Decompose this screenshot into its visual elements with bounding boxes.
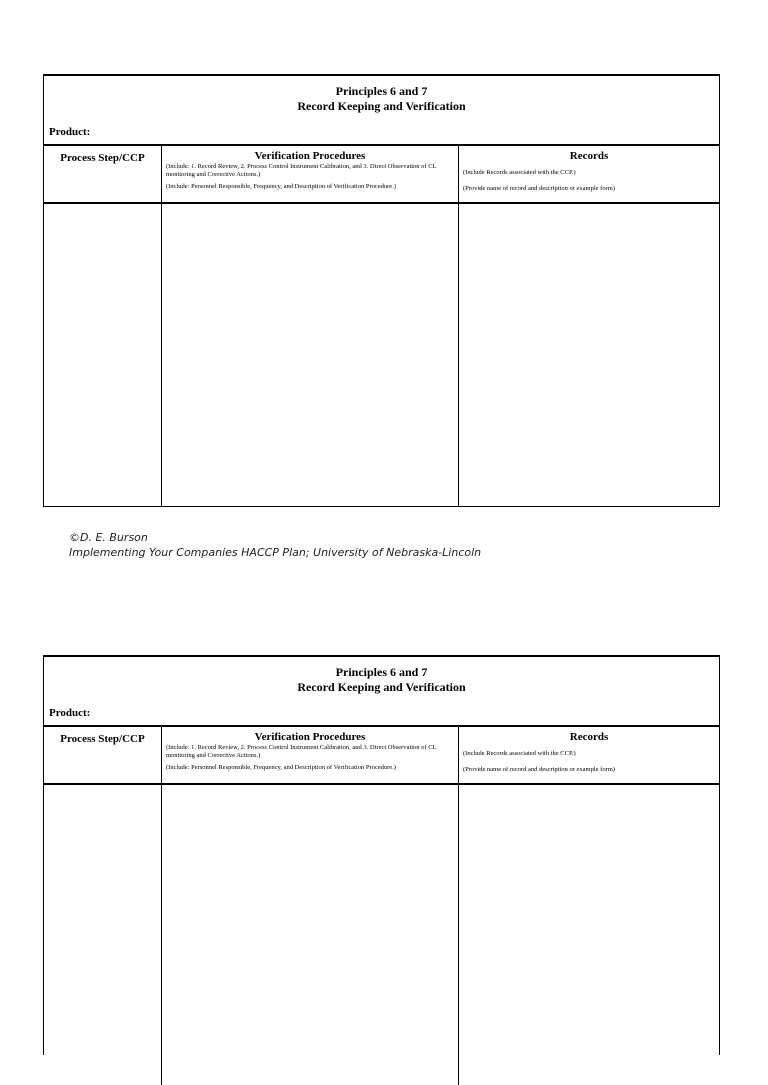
records-heading: Records: [569, 731, 609, 743]
verification-note-1: (Include: 1. Record Review, 2. Process Control Instrument Calibration, and 3. Direct Observation of CL monitoring and Corrective Actions.): [166, 163, 437, 178]
form-title-area: [44, 76, 719, 146]
verification-header: [162, 146, 459, 202]
form-body-row: [44, 204, 719, 506]
credit-block: [69, 530, 481, 560]
process-step-header: [44, 727, 162, 783]
form-title-line-2: Record Keeping and Verification: [297, 680, 466, 694]
form-body-row: [44, 785, 719, 1085]
verification-heading: Verification Procedures: [254, 731, 366, 743]
verification-cell[interactable]: [162, 204, 459, 506]
verification-cell[interactable]: [162, 785, 459, 1085]
form-title-area: [44, 657, 719, 727]
haccp-form-1: [43, 74, 720, 507]
process-step-header: [44, 146, 162, 202]
verification-heading: Verification Procedures: [254, 150, 366, 162]
form-title-line-1: Principles 6 and 7: [335, 84, 428, 98]
process-step-cell[interactable]: [44, 785, 162, 1085]
records-cell[interactable]: [459, 204, 719, 506]
column-header-row: [44, 146, 719, 204]
verification-header: [162, 727, 459, 783]
haccp-form-2: [43, 655, 720, 1055]
process-step-heading: Process Step/CCP: [60, 733, 145, 745]
records-note-1: (Include Records associated with the CCP.): [463, 169, 576, 176]
credit-author: ©D. E. Burson: [69, 531, 148, 544]
product-label: Product:: [49, 707, 91, 719]
records-note-2: (Provide name of record and description or example form): [463, 185, 615, 192]
process-step-heading: Process Step/CCP: [60, 152, 145, 164]
product-label: Product:: [49, 126, 91, 138]
records-heading: Records: [569, 150, 609, 162]
records-header: [459, 727, 719, 783]
verification-note-1: (Include: 1. Record Review, 2. Process Control Instrument Calibration, and 3. Direct Observation of CL monitoring and Corrective Actions.): [166, 744, 437, 759]
records-cell[interactable]: [459, 785, 719, 1085]
verification-note-2: (Include: Personnel Responsible, Frequency, and Description of Verification Procedure.): [166, 764, 396, 771]
process-step-cell[interactable]: [44, 204, 162, 506]
verification-note-2: (Include: Personnel Responsible, Frequency, and Description of Verification Procedure.): [166, 183, 396, 190]
records-note-1: (Include Records associated with the CCP.): [463, 750, 576, 757]
column-header-row: [44, 727, 719, 785]
form-title-line-1: Principles 6 and 7: [335, 665, 428, 679]
records-header: [459, 146, 719, 202]
credit-source: Implementing Your Companies HACCP Plan; University of Nebraska-Lincoln: [69, 546, 482, 559]
records-note-2: (Provide name of record and description or example form): [463, 766, 615, 773]
form-title-line-2: Record Keeping and Verification: [297, 99, 466, 113]
